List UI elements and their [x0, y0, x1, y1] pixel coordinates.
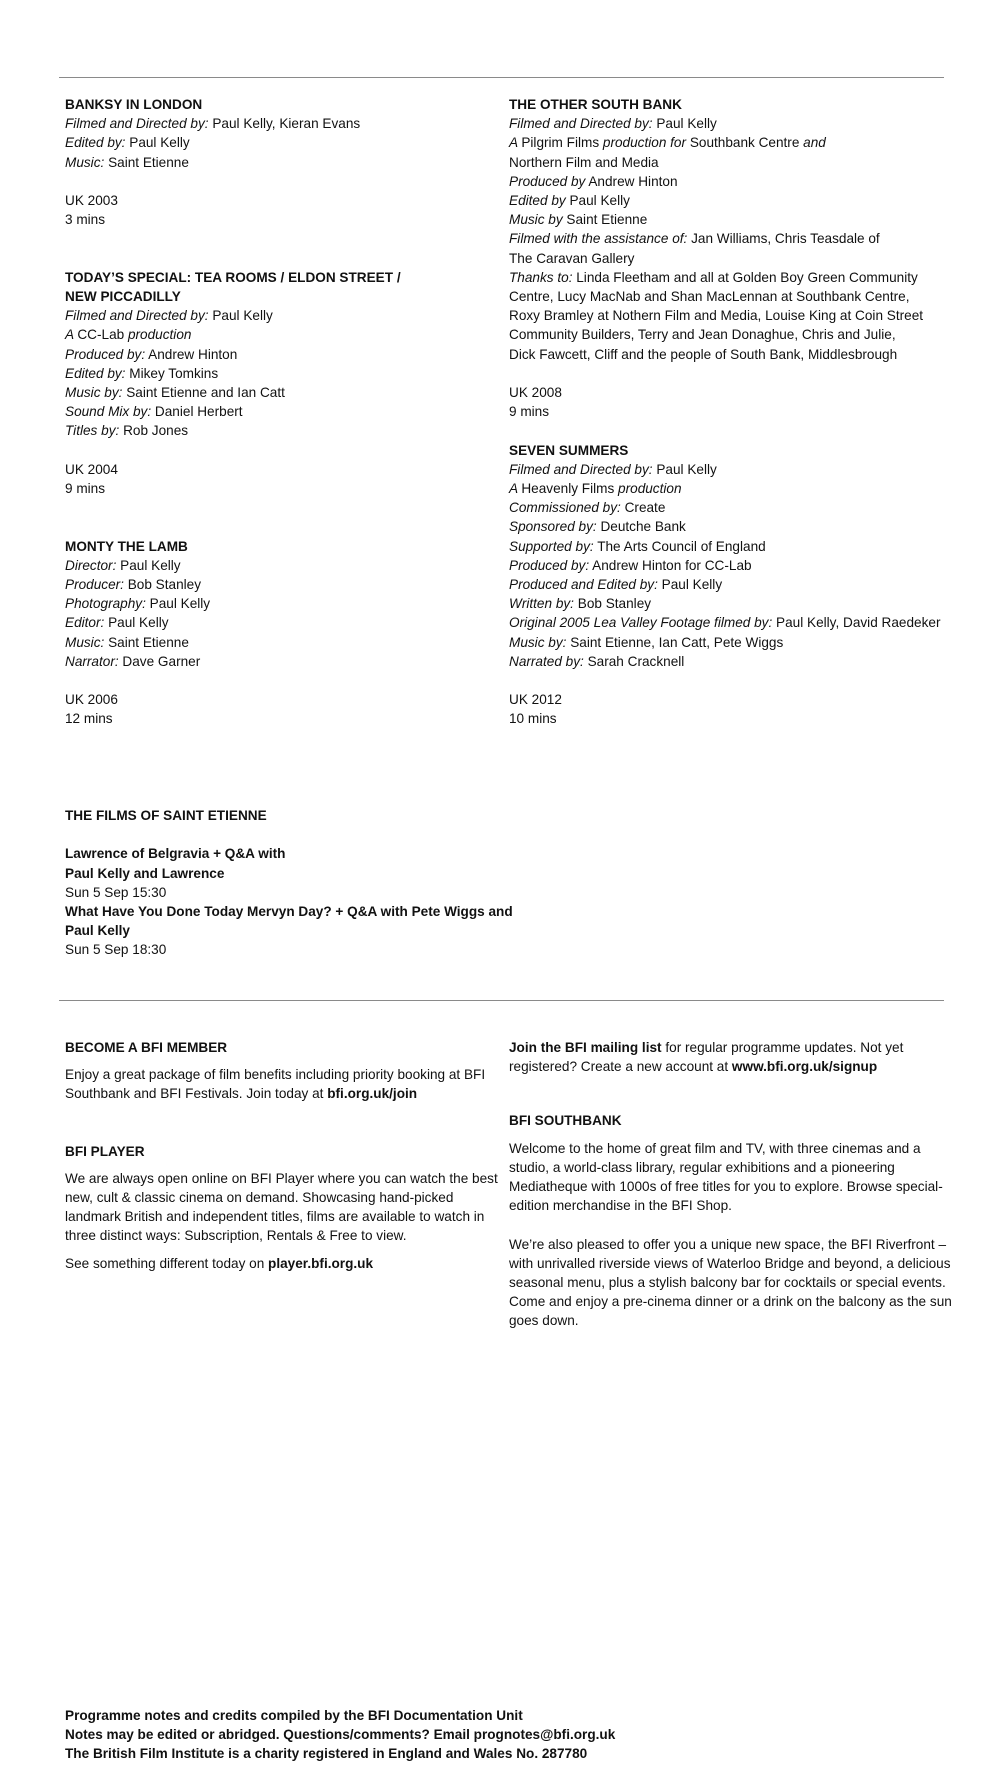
credit-line: Produced and Edited by: Paul Kelly	[509, 577, 723, 593]
credit-line: Produced by: Andrew Hinton for CC-Lab	[509, 557, 752, 573]
thanks-line: Centre, Lucy MacNab and Shan MacLennan at Southbank Centre,	[509, 289, 910, 305]
credit-line: A CC-Lab production	[65, 327, 192, 343]
credit-line: Titles by: Rob Jones	[65, 423, 189, 439]
event-date: Sun 5 Sep 15:30	[65, 884, 167, 900]
credit-line: Photography: Paul Kelly	[65, 596, 211, 612]
event-title: Paul Kelly	[65, 923, 130, 939]
credit-line: Filmed and Directed by: Paul Kelly	[65, 308, 273, 324]
film-todays-special	[65, 268, 485, 498]
signup-link[interactable]: www.bfi.org.uk/signup	[731, 1059, 878, 1075]
film-duration: 3 mins	[65, 212, 106, 228]
mailing-text: Join the BFI mailing list for regular programme updates. Not yet	[509, 1040, 904, 1055]
credit-line: Filmed and Directed by: Paul Kelly, Kieran Evans	[65, 116, 361, 132]
film-country-year: UK 2004	[65, 461, 118, 477]
player-text: We are always open online on BFI Player where you can watch the best	[65, 1170, 498, 1186]
film-duration: 12 mins	[65, 711, 113, 727]
southbank-heading: BFI SOUTHBANK	[509, 1113, 622, 1129]
film-country-year: UK 2003	[65, 193, 118, 208]
credit-line: A Heavenly Films production	[509, 481, 682, 497]
credit-line: Music: Saint Etienne	[65, 634, 189, 650]
thanks-line: Roxy Bramley at Nothern Film and Media, Louise King at Coin Street	[509, 308, 924, 324]
film-country-year: UK 2008	[509, 385, 562, 401]
credit-line: Produced by: Andrew Hinton	[65, 346, 238, 362]
southbank-text: Mediatheque with 1000s of free titles for you to explore. Browse special-	[509, 1179, 943, 1195]
credit-line: Director: Paul Kelly	[65, 557, 181, 573]
footer-notes	[65, 1706, 615, 1764]
member-text: Enjoy a great package of film benefits including priority booking at BFI	[65, 1067, 486, 1083]
credit-line: Filmed with the assistance of: Jan Williams, Chris Teasdale of	[509, 231, 880, 247]
credit-line: Edited by: Mikey Tomkins	[65, 365, 219, 381]
credit-line: Edited by: Paul Kelly	[65, 135, 190, 151]
film-title: SEVEN SUMMERS	[509, 442, 629, 458]
credit-line: Sound Mix by: Daniel Herbert	[65, 404, 243, 420]
thanks-line: Community Builders, Terry and Jean Donaghue, Chris and Julie,	[509, 327, 896, 343]
southbank-text: We’re also pleased to offer you a unique new space, the BFI Riverfront –	[509, 1236, 947, 1252]
bottom-right-column	[509, 1038, 952, 1331]
top-divider	[59, 77, 944, 78]
credit-line: Sponsored by: Deutche Bank	[509, 519, 686, 535]
player-cta: See something different today on player.bfi.org.uk	[65, 1255, 374, 1271]
credit-line: Music: Saint Etienne	[65, 154, 189, 170]
film-duration: 9 mins	[509, 404, 550, 420]
southbank-text: with unrivalled riverside views of Waterloo Bridge and beyond, a delicious	[509, 1255, 951, 1271]
southbank-text: Come and enjoy a pre-cinema dinner or a drink on the balcony as the sun	[509, 1294, 952, 1310]
member-heading: BECOME A BFI MEMBER	[65, 1040, 228, 1055]
season-heading: THE FILMS OF SAINT ETIENNE	[65, 808, 267, 823]
film-duration: 10 mins	[509, 711, 557, 727]
credit-line: Narrated by: Sarah Cracknell	[509, 653, 685, 669]
film-country-year: UK 2012	[509, 692, 562, 708]
film-country-year: UK 2006	[65, 692, 118, 708]
member-text: Southbank and BFI Festivals. Join today at bfi.org.uk/join	[65, 1086, 418, 1102]
southbank-text: seasonal menu, plus a stylish balcony bar for cocktails or special events.	[509, 1275, 946, 1291]
right-film-column	[509, 95, 949, 729]
event-title: Paul Kelly and Lawrence	[65, 865, 225, 881]
middle-divider	[59, 1000, 944, 1001]
footer-line: Programme notes and credits compiled by the BFI Documentation Unit	[65, 1708, 523, 1723]
credit-line: Narrator: Dave Garner	[65, 653, 201, 669]
southbank-text: studio, a world-class library, regular exhibitions and a pioneering	[509, 1159, 895, 1175]
credit-line: Northern Film and Media	[509, 154, 659, 170]
film-the-other-south-bank	[509, 95, 949, 421]
credit-line: Supported by: The Arts Council of England	[509, 538, 766, 554]
credit-line: Original 2005 Lea Valley Footage filmed by: Paul Kelly, David Raedeker	[509, 615, 941, 631]
bottom-left-column	[65, 1038, 498, 1273]
player-text: landmark British and independent titles, films are available to watch in	[65, 1209, 485, 1225]
credit-line: Commissioned by: Create	[509, 500, 666, 516]
southbank-text: goes down.	[509, 1313, 579, 1329]
player-heading: BFI PLAYER	[65, 1143, 145, 1159]
credit-line: Filmed and Directed by: Paul Kelly	[509, 116, 717, 132]
film-title: THE OTHER SOUTH BANK	[509, 97, 682, 112]
thanks-line: Dick Fawcett, Cliff and the people of South Bank, Middlesbrough	[509, 346, 898, 362]
thanks-line: Thanks to: Linda Fleetham and all at Golden Boy Green Community	[509, 269, 918, 285]
mailing-text: registered? Create a new account at www.bfi.org.uk/signup	[509, 1059, 878, 1075]
left-film-column	[65, 95, 485, 729]
credit-line: Filmed and Directed by: Paul Kelly	[509, 461, 717, 477]
credit-line: Produced by Andrew Hinton	[509, 173, 678, 189]
credit-line: Written by: Bob Stanley	[509, 596, 652, 612]
player-text: new, cult & classic cinema on demand. Showcasing hand-picked	[65, 1190, 454, 1206]
credit-line: Music by: Saint Etienne, Ian Catt, Pete Wiggs	[509, 634, 784, 650]
film-title: BANKSY IN LONDON	[65, 97, 203, 112]
event-title: What Have You Done Today Mervyn Day? + Q&A with Pete Wiggs and	[65, 904, 513, 919]
film-banksy-in-london	[65, 95, 485, 229]
credit-line: Music by: Saint Etienne and Ian Catt	[65, 385, 285, 401]
southbank-text: Welcome to the home of great film and TV, with three cinemas and a	[509, 1140, 921, 1156]
southbank-text: edition merchandise in the BFI Shop.	[509, 1198, 732, 1214]
credit-line: Edited by Paul Kelly	[509, 193, 630, 209]
member-join-link[interactable]: bfi.org.uk/join	[327, 1086, 418, 1102]
credit-line: The Caravan Gallery	[509, 250, 635, 266]
credit-line: A Pilgrim Films production for Southbank Centre and	[509, 135, 826, 151]
event-title: Lawrence of Belgravia + Q&A with	[65, 846, 286, 862]
credit-line: Music by Saint Etienne	[509, 212, 648, 228]
footer-line: The British Film Institute is a charity registered in England and Wales No. 287780	[65, 1746, 588, 1762]
film-monty-the-lamb	[65, 537, 485, 729]
credit-line: Producer: Bob Stanley	[65, 577, 202, 593]
season-section	[65, 806, 565, 960]
player-text: three distinct ways: Subscription, Rentals & Free to view.	[65, 1228, 407, 1244]
footer-line: Notes may be edited or abridged. Questions/comments? Email prognotes@bfi.org.uk	[65, 1727, 616, 1743]
player-link[interactable]: player.bfi.org.uk	[268, 1255, 374, 1271]
film-title: MONTY THE LAMB	[65, 538, 188, 554]
mailing-list-link[interactable]: Join the BFI mailing list	[509, 1040, 662, 1055]
credit-line: Editor: Paul Kelly	[65, 615, 169, 631]
film-seven-summers	[509, 441, 949, 729]
film-duration: 9 mins	[65, 481, 106, 497]
film-title: TODAY’S SPECIAL: TEA ROOMS / ELDON STREET /	[65, 269, 401, 285]
film-title: NEW PICCADILLY	[65, 289, 181, 304]
event-date: Sun 5 Sep 18:30	[65, 942, 167, 958]
